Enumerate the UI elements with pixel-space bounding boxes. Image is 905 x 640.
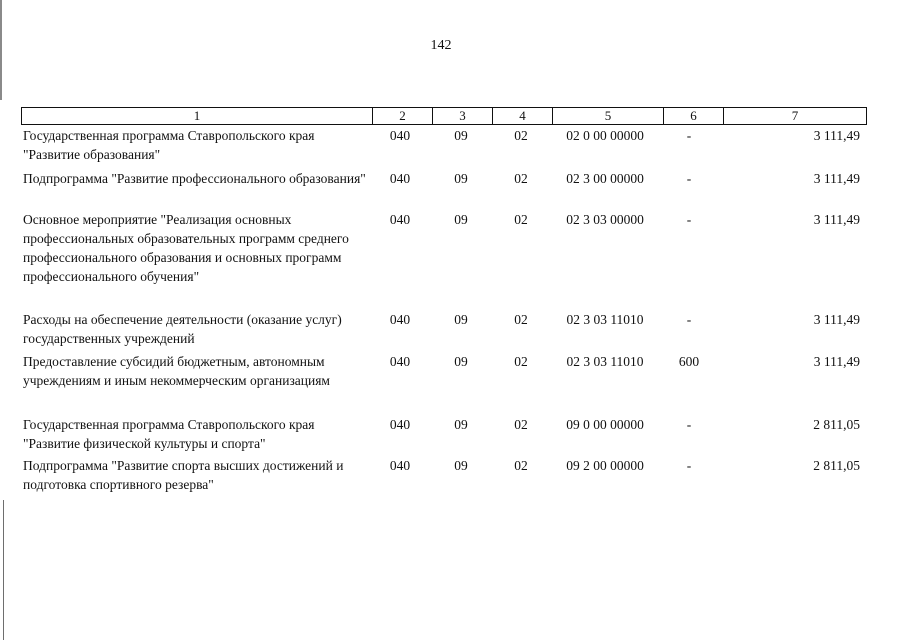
row-code-3: 02: [514, 354, 528, 369]
row-classification: 02 0 00 00000: [566, 128, 644, 143]
row-code-3: 02: [514, 417, 528, 432]
row-name: Предоставление субсидий бюджетным, автономным учреждениям и иным некоммерческим организациям: [23, 354, 330, 388]
row-code-1: 040: [389, 212, 411, 227]
row-classification: 02 3 00 00000: [566, 171, 644, 186]
row-type: 600: [678, 354, 700, 369]
row-code-2: 09: [454, 417, 468, 432]
row-code-1: 040: [389, 312, 411, 327]
row-code-1: 040: [389, 417, 411, 432]
row-code-2: 09: [454, 212, 468, 227]
row-name: Расходы на обеспечение деятельности (оказание услуг) государственных учреждений: [23, 312, 342, 346]
row-code-2: 09: [454, 312, 468, 327]
row-code-3: 02: [514, 312, 528, 327]
header-col-7: 7: [724, 108, 867, 125]
row-amount: 2 811,05: [813, 458, 860, 473]
row-classification: 02 3 03 11010: [566, 354, 644, 369]
row-amount: 3 111,49: [813, 312, 860, 327]
header-col-5: 5: [553, 108, 664, 125]
row-code-2: 09: [454, 171, 468, 186]
header-col-4: 4: [493, 108, 553, 125]
row-type: -: [686, 417, 692, 432]
row-type: -: [686, 171, 692, 186]
row-type: -: [686, 312, 692, 327]
row-code-2: 09: [454, 354, 468, 369]
row-classification: 09 0 00 00000: [566, 417, 644, 432]
row-name: Государственная программа Ставропольского края "Развитие образования": [23, 128, 315, 162]
row-amount: 3 111,49: [813, 354, 860, 369]
table-header: [21, 107, 867, 125]
header-row: [22, 108, 867, 125]
row-name: Подпрограмма "Развитие спорта высших достижений и подготовка спортивного резерва": [23, 458, 344, 492]
header-col-3: 3: [433, 108, 493, 125]
row-amount: 3 111,49: [813, 128, 860, 143]
row-code-1: 040: [389, 458, 411, 473]
row-code-3: 02: [514, 128, 528, 143]
row-amount: 3 111,49: [813, 171, 860, 186]
page-number: 142: [430, 38, 452, 53]
row-classification: 02 3 03 00000: [566, 212, 644, 227]
row-name: Подпрограмма "Развитие профессионального образования": [23, 171, 366, 186]
row-type: -: [686, 212, 692, 227]
row-type: -: [686, 128, 692, 143]
header-col-6: 6: [664, 108, 724, 125]
row-code-3: 02: [514, 458, 528, 473]
row-code-1: 040: [389, 128, 411, 143]
row-code-1: 040: [389, 171, 411, 186]
scan-edge-bottom: [3, 500, 4, 640]
header-col-2: 2: [373, 108, 433, 125]
row-type: -: [686, 458, 692, 473]
row-name: Государственная программа Ставропольского края "Развитие физической культуры и спорта": [23, 417, 315, 451]
row-code-3: 02: [514, 212, 528, 227]
header-col-1: 1: [22, 108, 373, 125]
row-classification: 09 2 00 00000: [566, 458, 644, 473]
row-name: Основное мероприятие "Реализация основных профессиональных образовательных программ среднего профессионального образования и основных программ профессионального обучения": [23, 212, 349, 284]
row-amount: 3 111,49: [813, 212, 860, 227]
row-classification: 02 3 03 11010: [566, 312, 644, 327]
row-code-1: 040: [389, 354, 411, 369]
row-code-3: 02: [514, 171, 528, 186]
row-code-2: 09: [454, 458, 468, 473]
row-amount: 2 811,05: [813, 417, 860, 432]
row-code-2: 09: [454, 128, 468, 143]
